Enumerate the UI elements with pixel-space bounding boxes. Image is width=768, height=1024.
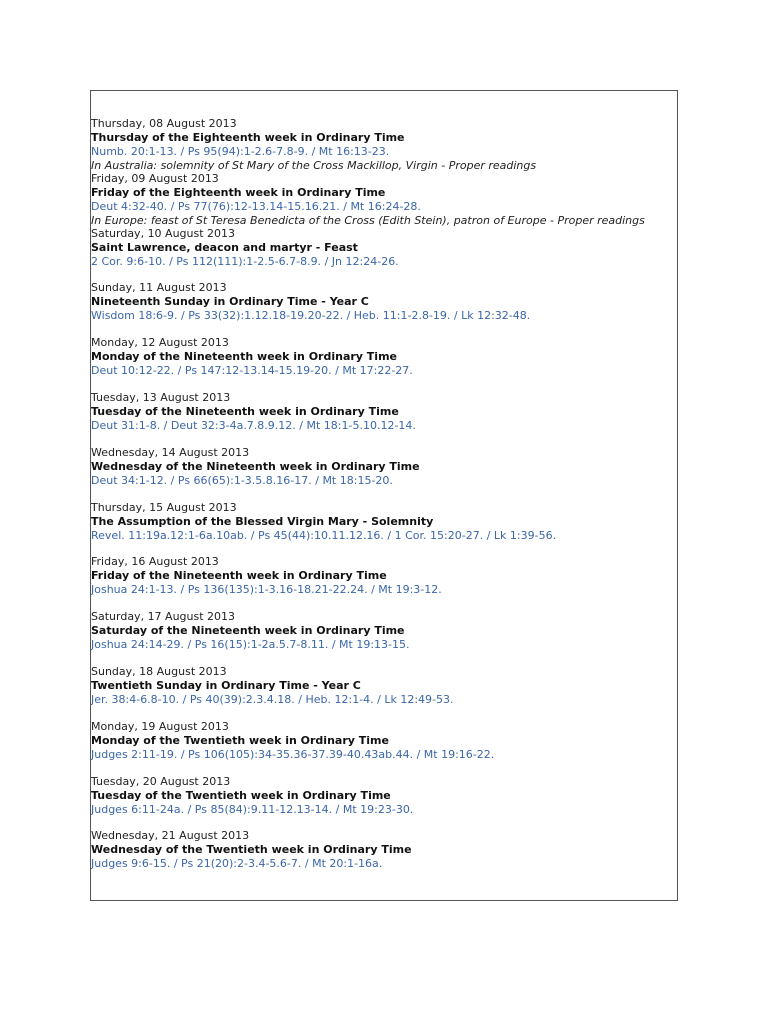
entry-readings-link[interactable]: Jer. 38:4-6.8-10. / Ps 40(39):2.3.4.18. / Heb. 12:1-4. / Lk 12:49-53. [91,692,454,706]
entry-date: Saturday, 10 August 2013 [91,226,236,240]
entry-date: Wednesday, 21 August 2013 [91,829,250,843]
entry-title: Saint Lawrence, deacon and martyr - Feast [91,240,358,254]
calendar-entry [91,829,678,884]
entry-readings-link[interactable]: Deut 10:12-22. / Ps 147:12-13.14-15.19-20. / Mt 17:22-27. [91,364,413,378]
calendar-entry [91,501,678,556]
entry-date: Sunday, 11 August 2013 [91,281,227,295]
entry-date: Sunday, 18 August 2013 [91,664,227,678]
entry-title: Wednesday of the Nineteenth week in Ordinary Time [91,459,420,473]
entry-readings-link[interactable]: Deut 31:1-8. / Deut 32:3-4a.7.8.9.12. / Mt 18:1-5.10.12-14. [91,418,416,432]
entry-title: Friday of the Eighteenth week in Ordinary Time [91,185,386,199]
entry-date: Tuesday, 20 August 2013 [91,774,231,788]
entry-readings-link[interactable]: Deut 4:32-40. / Ps 77(76):12-13.14-15.16.21. / Mt 16:24-28. [91,199,421,213]
calendar-entry [91,720,678,775]
calendar-entry [91,117,678,172]
entry-readings-link[interactable]: Numb. 20:1-13. / Ps 95(94):1-2.6-7.8-9. / Mt 16:13-23. [91,145,390,158]
entry-title: Twentieth Sunday in Ordinary Time - Year C [91,678,361,692]
entry-readings-link[interactable]: Judges 2:11-19. / Ps 106(105):34-35.36-37.39-40.43ab.44. / Mt 19:16-22. [91,747,495,761]
entry-readings-link[interactable]: Deut 34:1-12. / Ps 66(65):1-3.5.8.16-17. / Mt 18:15-20. [91,473,393,487]
entry-date: Tuesday, 13 August 2013 [91,390,231,404]
entry-title: Tuesday of the Twentieth week in Ordinary Time [91,788,391,802]
entry-readings-link[interactable]: Revel. 11:19a.12:1-6a.10ab. / Ps 45(44):10.11.12.16. / 1 Cor. 15:20-27. / Lk 1:39-56. [91,528,557,542]
entry-date: Thursday, 15 August 2013 [91,500,237,514]
calendar-frame [90,90,678,901]
entry-title: Saturday of the Nineteenth week in Ordinary Time [91,624,405,638]
entry-date: Friday, 16 August 2013 [91,555,219,569]
entry-title: Monday of the Twentieth week in Ordinary Time [91,733,389,747]
calendar-entry [91,391,678,446]
entry-date: Thursday, 08 August 2013 [91,117,237,130]
entry-title: Wednesday of the Twentieth week in Ordinary Time [91,843,412,857]
entry-title: Monday of the Nineteenth week in Ordinary Time [91,350,397,364]
entry-title: Tuesday of the Nineteenth week in Ordinary Time [91,404,399,418]
entry-readings-link[interactable]: Joshua 24:1-13. / Ps 136(135):1-3.16-18.21-22.24. / Mt 19:3-12. [91,583,442,597]
calendar-entry [91,555,678,610]
entry-readings-link[interactable]: Judges 9:6-15. / Ps 21(20):2-3.4-5.6-7. / Mt 20:1-16a. [91,857,383,871]
calendar-entry [91,336,678,391]
entry-note: In Europe: feast of St Teresa Benedicta of the Cross (Edith Stein), patron of Europe - Proper readings [91,213,645,227]
entry-date: Friday, 09 August 2013 [91,171,219,185]
calendar-entry [91,665,678,720]
entry-title: Thursday of the Eighteenth week in Ordinary Time [91,131,405,144]
calendar-entry [91,227,678,282]
calendar-entry [91,775,678,830]
calendar-entry [91,172,678,227]
entry-date: Monday, 19 August 2013 [91,719,229,733]
entry-readings-link[interactable]: 2 Cor. 9:6-10. / Ps 112(111):1-2.5-6.7-8.9. / Jn 12:24-26. [91,254,399,268]
calendar-entry [91,281,678,336]
entry-note: In Australia: solemnity of St Mary of the Cross Mackillop, Virgin - Proper readings [91,159,537,172]
calendar-entries [91,117,678,884]
entry-readings-link[interactable]: Judges 6:11-24a. / Ps 85(84):9.11-12.13-14. / Mt 19:23-30. [91,802,414,816]
entry-readings-link[interactable]: Wisdom 18:6-9. / Ps 33(32):1.12.18-19.20-22. / Heb. 11:1-2.8-19. / Lk 12:32-48. [91,309,531,323]
entry-date: Monday, 12 August 2013 [91,336,229,350]
entry-title: Friday of the Nineteenth week in Ordinary Time [91,569,387,583]
calendar-entry [91,446,678,501]
entry-date: Saturday, 17 August 2013 [91,610,236,624]
entry-title: Nineteenth Sunday in Ordinary Time - Year C [91,295,369,309]
calendar-entry [91,610,678,665]
entry-date: Wednesday, 14 August 2013 [91,445,250,459]
entry-title: The Assumption of the Blessed Virgin Mary - Solemnity [91,514,434,528]
entry-readings-link[interactable]: Joshua 24:14-29. / Ps 16(15):1-2a.5.7-8.11. / Mt 19:13-15. [91,638,410,652]
